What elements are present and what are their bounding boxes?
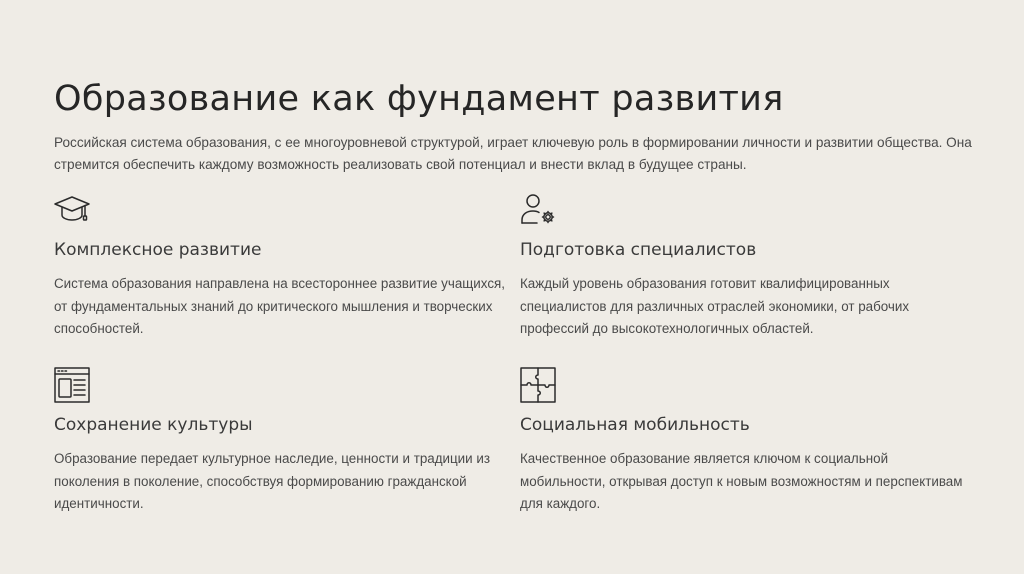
- card-heading: Сохранение культуры: [54, 415, 253, 435]
- feature-card-comprehensive-development: [54, 192, 505, 336]
- card-body: Система образования направлена на всестороннее развитие учащихся, от фундаментальных знаний до критического мышления и творческих способностей.: [54, 276, 505, 336]
- feature-card-social-mobility: [520, 367, 970, 511]
- graduation-cap-icon: [54, 192, 90, 228]
- card-heading: Подготовка специалистов: [520, 240, 757, 260]
- card-body: Качественное образование является ключом к социальной мобильности, открывая доступ к новым возможностям и перспективам для каждого.: [520, 451, 963, 511]
- card-heading: Социальная мобильность: [520, 415, 750, 435]
- card-heading: Комплексное развитие: [54, 240, 262, 260]
- page-title: Образование как фундамент развития: [54, 79, 784, 120]
- browser-window-icon: [54, 367, 90, 403]
- card-body: Образование передает культурное наследие, ценности и традиции из поколения в поколение, способствуя формированию гражданской идентичности.: [54, 451, 490, 511]
- intro-paragraph: Российская система образования, с ее многоуровневой структурой, играет ключевую роль в формировании личности и развитии общества. Она стремится обеспечить каждому возможность реализовать свой потенциал и внести вклад в будущее страны.: [54, 135, 972, 172]
- slide: [54, 0, 974, 574]
- puzzle-icon: [520, 367, 556, 403]
- feature-card-culture-preservation: [54, 367, 504, 511]
- user-gear-icon: [520, 192, 556, 228]
- feature-card-specialist-training: [520, 192, 970, 336]
- card-body: Каждый уровень образования готовит квалифицированных специалистов для различных отраслей экономики, от рабочих профессий до высокотехнологичных областей.: [520, 276, 910, 336]
